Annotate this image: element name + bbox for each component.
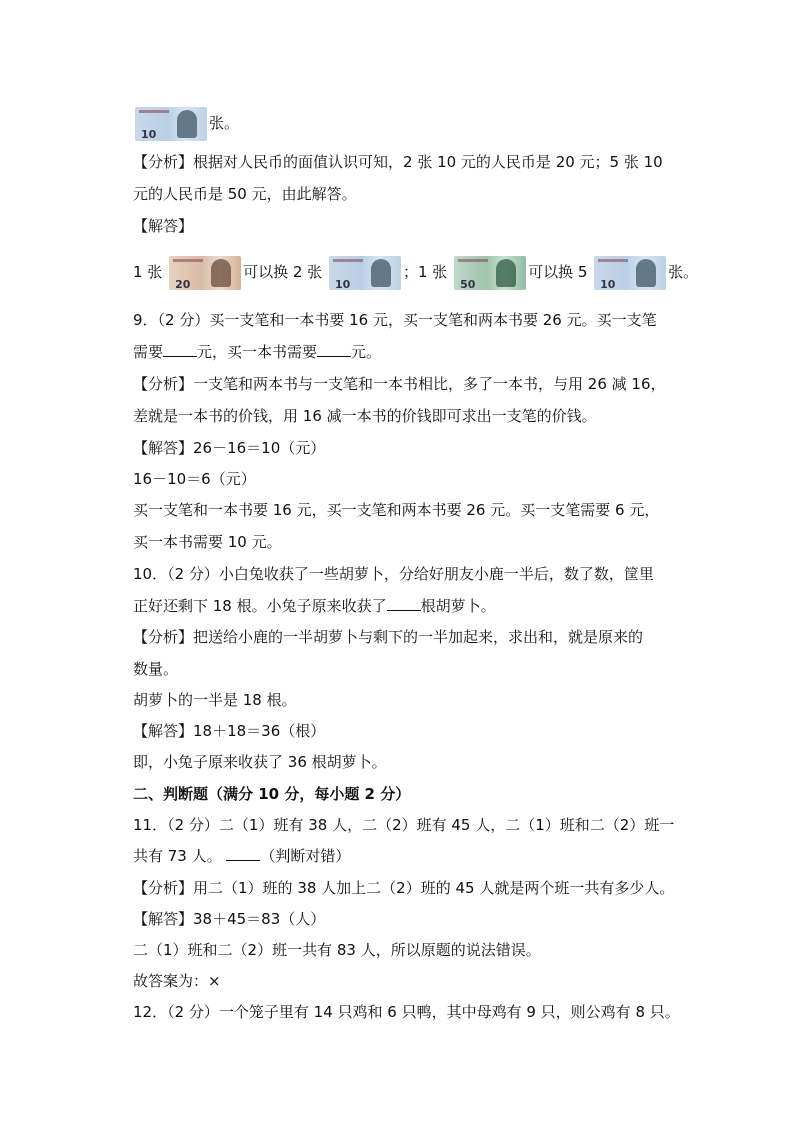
line-3 — [133, 184, 693, 204]
text: 16－10＝6（元） — [133, 470, 256, 488]
text: 【分析】把送给小鹿的一半胡萝卜与剩下的一半加起来，求出和，就是原来的 — [133, 628, 644, 646]
answer-blank — [163, 342, 197, 357]
banknote-20-icon: 20 — [169, 256, 241, 290]
text-fragment: （判断对错） — [260, 847, 351, 865]
text-fragment: 正好还剩下 18 根。小兔子原来收获了 — [133, 597, 387, 615]
text-fragment: 可以换 5 — [528, 263, 588, 281]
line-4 — [133, 216, 693, 236]
line-28 — [133, 1002, 693, 1022]
text-fragment: 共有 73 人。 — [133, 847, 222, 865]
line-9 — [133, 406, 693, 426]
line-7 — [133, 342, 693, 362]
text: 故答案为：× — [133, 972, 221, 990]
text-fragment: 元。 — [351, 343, 382, 361]
line-2 — [133, 152, 693, 172]
line-10 — [133, 438, 693, 458]
text: 【解答】18＋18＝36（根） — [133, 722, 326, 740]
text-fragment: 根胡萝卜。 — [420, 597, 496, 615]
text: 【解答】 — [133, 217, 194, 235]
text: 元的人民币是 50 元，由此解答。 — [133, 185, 357, 203]
text: 【分析】用二（1）班的 38 人加上二（2）班的 45 人就是两个班一共有多少人。 — [133, 879, 675, 897]
text-fragment: 1 张 — [133, 263, 163, 281]
text-fragment: 张。 — [209, 114, 240, 132]
line-24 — [133, 878, 693, 898]
text: 【解答】38＋45＝83（人） — [133, 910, 326, 928]
line-22 — [133, 815, 693, 835]
line-23 — [133, 846, 693, 866]
text-fragment: 元，买一本书需要 — [197, 343, 318, 361]
text: 胡萝卜的一半是 18 根。 — [133, 691, 297, 709]
line-8 — [133, 374, 693, 394]
line-18 — [133, 690, 693, 710]
line-5 — [133, 254, 699, 290]
line-11 — [133, 469, 693, 489]
text: 【分析】一支笔和两本书与一支笔和一本书相比，多了一本书，与用 26 减 16， — [133, 375, 666, 393]
line-13 — [133, 532, 693, 552]
text: 二、判断题（满分 10 分，每小题 2 分） — [133, 785, 411, 803]
text: 9．（2 分）买一支笔和一本书要 16 元，买一支笔和两本书要 26 元。买一支笔 — [133, 311, 657, 329]
line-14 — [133, 564, 693, 584]
line-27 — [133, 971, 693, 991]
text: 数量。 — [133, 660, 179, 678]
line-20 — [133, 752, 693, 772]
line-26 — [133, 940, 693, 960]
text: 差就是一本书的价钱，用 16 减一本书的价钱即可求出一支笔的价钱。 — [133, 407, 597, 425]
banknote-10-icon: 10 — [135, 107, 207, 141]
line-12 — [133, 500, 693, 520]
text: 二（1）班和二（2）班一共有 83 人，所以原题的说法错误。 — [133, 941, 541, 959]
text: 【分析】根据对人民币的面值认识可知，2 张 10 元的人民币是 20 元；5 张 10 — [133, 153, 663, 171]
text-fragment: ；1 张 — [402, 263, 448, 281]
line-17 — [133, 659, 693, 679]
text: 买一支笔和一本书要 16 元，买一支笔和两本书要 26 元。买一支笔需要 6 元， — [133, 501, 660, 519]
text: 买一本书需要 10 元。 — [133, 533, 282, 551]
banknote-10-icon: 10 — [329, 256, 401, 290]
line-6 — [133, 310, 693, 330]
banknote-50-icon: 50 — [454, 256, 526, 290]
section-heading — [133, 784, 693, 804]
line-19 — [133, 721, 693, 741]
text: 12．（2 分）一个笼子里有 14 只鸡和 6 只鸭，其中母鸡有 9 只，则公鸡有 8 只。 — [133, 1003, 680, 1021]
text-fragment: 需要 — [133, 343, 164, 361]
answer-blank — [317, 342, 351, 357]
text: 10．（2 分）小白兔收获了一些胡萝卜，分给好朋友小鹿一半后，数了数，筐里 — [133, 565, 654, 583]
line-25 — [133, 909, 693, 929]
line-1 — [133, 106, 693, 140]
line-16 — [133, 627, 693, 647]
text: 【解答】26－16＝10（元） — [133, 439, 326, 457]
answer-blank — [387, 596, 421, 611]
line-15 — [133, 596, 693, 616]
banknote-10-icon: 10 — [594, 256, 666, 290]
text-fragment: 张。 — [668, 263, 699, 281]
text: 即，小兔子原来收获了 36 根胡萝卜。 — [133, 753, 387, 771]
answer-blank — [226, 846, 260, 861]
text-fragment: 可以换 2 张 — [243, 263, 323, 281]
text: 11．（2 分）二（1）班有 38 人，二（2）班有 45 人，二（1）班和二（2）班一 — [133, 816, 675, 834]
